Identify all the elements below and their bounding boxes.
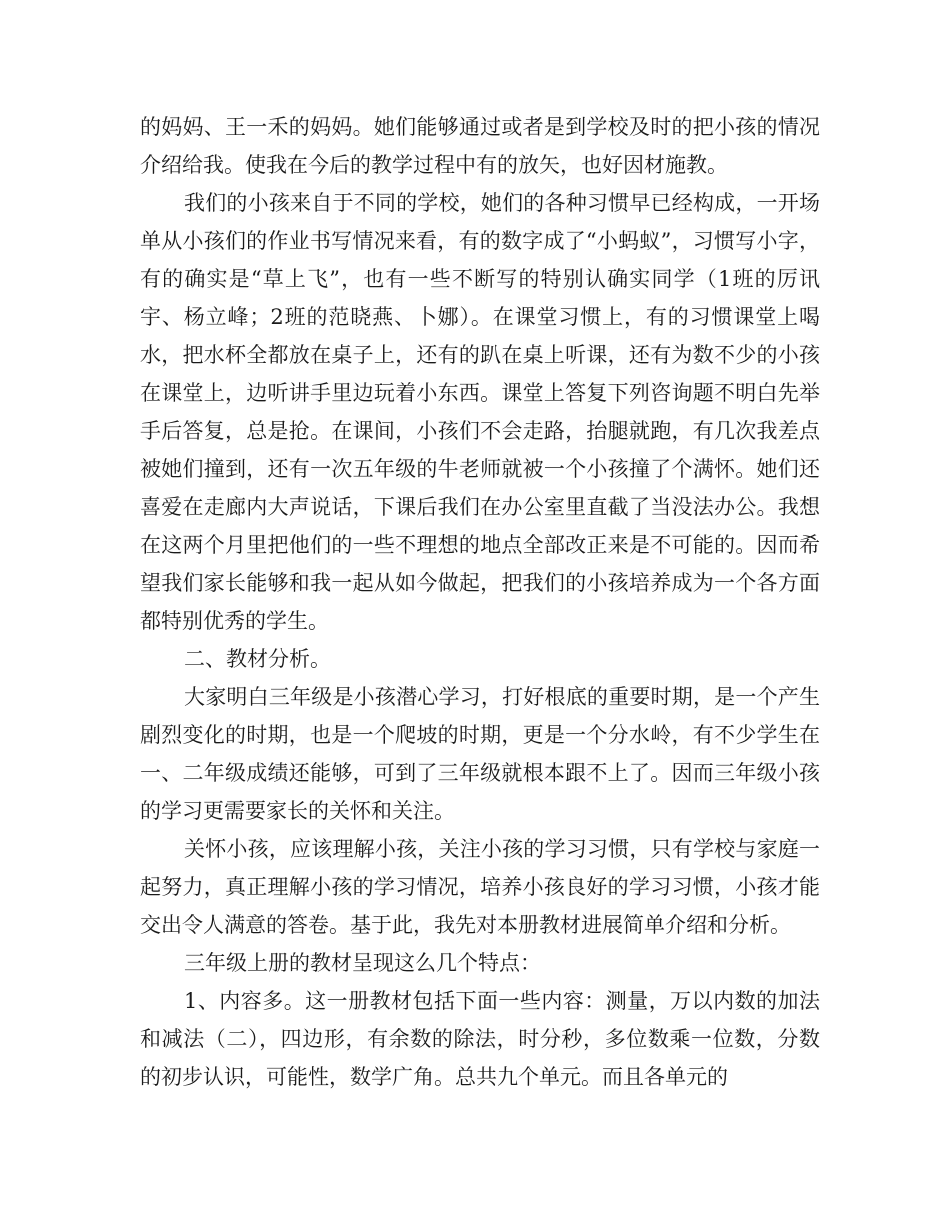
paragraph-4: 大家明白三年级是小孩潜心学习，打好根底的重要时期，是一个产生剧烈变化的时期，也是一个爬坡的时期，更是一个分水岭，有不少学生在一、二年级成绩还能够，可到了三年级就根本跟不上了。因而三年级小孩的学习更需要家长的关怀和关注。 xyxy=(140,685,820,823)
paragraph-6: 三年级上册的教材呈现这么几个特点： xyxy=(184,951,541,975)
paragraph-7: 1、内容多。这一册教材包括下面一些内容：测量，万以内数的加法和减法（二），四边形，有余数的除法，时分秒，多位数乘一位数，分数的初步认识，可能性，数学广角。总共九个单元。而且各单元的 xyxy=(140,989,820,1089)
paragraph-1: 的妈妈、王一禾的妈妈。她们能够通过或者是到学校及时的把小孩的情况介绍给我。使我在今后的教学过程中有的放矢，也好因材施教。 xyxy=(140,115,820,177)
document-body xyxy=(140,108,820,1096)
section-heading-textbook-analysis: 二、教材分析。 xyxy=(184,647,331,671)
paragraph-2: 我们的小孩来自于不同的学校，她们的各种习惯早已经构成，一开场单从小孩们的作业书写情况来看，有的数字成了“小蚂蚁”，习惯写小字，有的确实是“草上飞”，也有一些不断写的特别认确实同学（1班的厉讯宇、杨立峰；2班的范晓燕、卜娜）。在课堂习惯上，有的习惯课堂上喝水，把水杯全都放在桌子上，还有的趴在桌上听课，还有为数不少的小孩在课堂上，边听讲手里边玩着小东西。课堂上答复下列咨询题不明白先举手后答复，总是抢。在课间，小孩们不会走路，抬腿就跑，有几次我差点被她们撞到，还有一次五年级的牛老师就被一个小孩撞了个满怀。她们还喜爱在走廊内大声说话，下课后我们在办公室里直截了当没法办公。我想在这两个月里把他们的一些不理想的地点全部改正来是不可能的。因而希望我们家长能够和我一起从如今做起，把我们的小孩培养成为一个各方面都特别优秀的学生。 xyxy=(140,191,820,633)
paragraph-5: 关怀小孩，应该理解小孩，关注小孩的学习习惯，只有学校与家庭一起努力，真正理解小孩的学习情况，培养小孩良好的学习习惯，小孩才能交出令人满意的答卷。基于此，我先对本册教材进展简单介绍和分析。 xyxy=(140,837,820,937)
